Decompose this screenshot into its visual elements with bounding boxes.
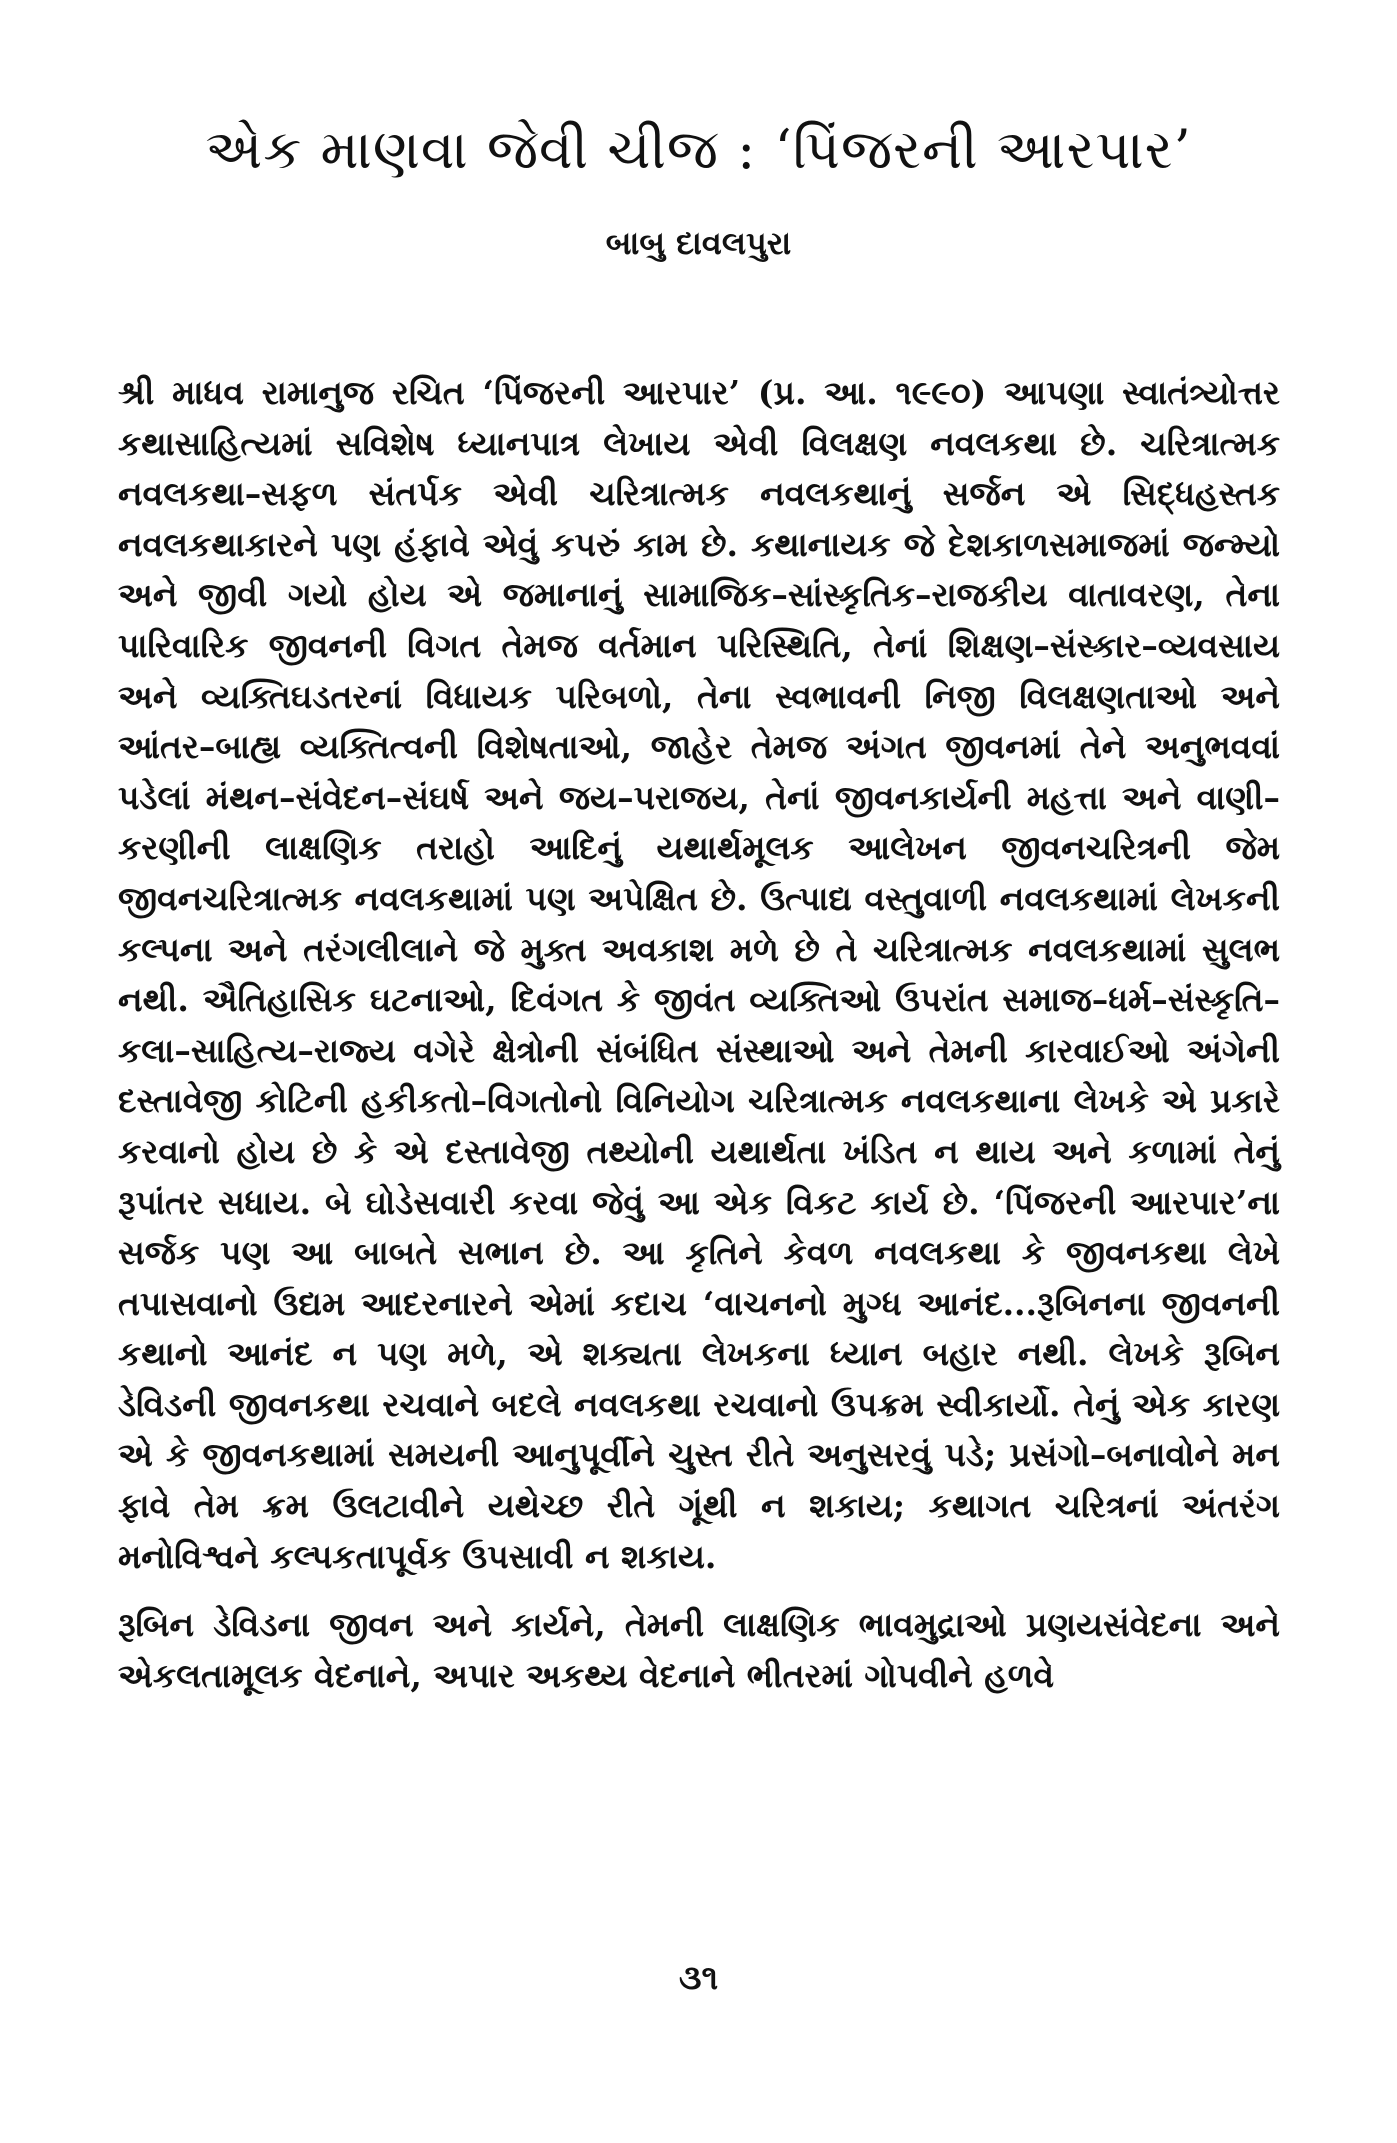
body-paragraph: રૂબિન ડેવિડના જીવન અને કાર્યને, તેમની લાક્ષણિક ભાવમુદ્રાઓ પ્રણયસંવેદના અને એકલતામૂલક વેદનાને, અપાર અકથ્ય વેદનાને ભીતરમાં ગોપવીને હળવે bbox=[118, 1605, 1280, 1695]
article-title: એક માણવા જેવી ચીજ : ‘પિંજરની આરપાર’ bbox=[205, 118, 1192, 181]
article-body bbox=[118, 368, 1280, 1701]
page-number: ૩૧ bbox=[678, 1958, 719, 1998]
body-paragraph: શ્રી માધવ રામાનુજ રચિત ‘પિંજરની આરપાર’ (પ્ર. આ. ૧૯૯૦) આપણા સ્વાતંત્ર્યોત્તર કથાસાહિત્યમાં સવિશેષ ધ્યાનપાત્ર લેખાય એવી વિલક્ષણ નવલકથા છે. ચરિત્રાત્મક નવલકથા–સફળ સંતર્પક એવી ચરિત્રાત્મક નવલકથાનું સર્જન એ સિદ્ધહસ્તક નવલકથાકારને પણ હંફાવે એવું કપરું કામ છે. કથાનાયક જે દેશકાળસમાજમાં જન્મ્યો અને જીવી ગયો હોય એ જમાનાનું સામાજિક–સાંસ્કૃતિક–રાજકીય વાતાવરણ, તેના પારિવારિક જીવનની વિગત તેમજ વર્તમાન પરિસ્થિતિ, તેનાં શિક્ષણ–સંસ્કાર–વ્યવસાય અને વ્યક્તિઘડતરનાં વિધાયક પરિબળો, તેના સ્વભાવની નિજી વિલક્ષણતાઓ અને આંતર–બાહ્ય વ્યક્તિત્વની વિશેષતાઓ, જાહેર તેમજ અંગત જીવનમાં તેને અનુભવવાં પડેલાં મંથન–સંવેદન–સંઘર્ષ અને જય–પરાજય, તેનાં જીવનકાર્યની મહત્તા અને વાણી–કરણીની લાક્ષણિક તરાહો આદિનું યથાર્થમૂલક આલેખન જીવનચરિત્રની જેમ જીવનચરિત્રાત્મક નવલકથામાં પણ અપેક્ષિત છે. ઉત્પાદ્ય વસ્તુવાળી નવલકથામાં લેખકની કલ્પના અને તરંગલીલાને જે મુક્ત અવકાશ મળે છે તે ચરિત્રાત્મક નવલકથામાં સુલભ નથી. ઐતિહાસિક ઘટનાઓ, દિવંગત કે જીવંત વ્યક્તિઓ ઉપરાંત સમાજ–ધર્મ–સંસ્કૃતિ–કલા–સાહિત્ય–રાજ્ય વગેરે ક્ષેત્રોની સંબંધિત સંસ્થાઓ અને તેમની કારવાઈઓ અંગેની દસ્તાવેજી કોટિની હકીકતો–વિગતોનો વિનિયોગ ચરિત્રાત્મક નવલકથાના લેખકે એ પ્રકારે કરવાનો હોય છે કે એ દસ્તાવેજી તથ્યોની યથાર્થતા ખંડિત ન થાય અને કળામાં તેનું રૂપાંતર સધાય. બે ઘોડેસવારી કરવા જેવું આ એક વિકટ કાર્ય છે. ‘પિંજરની આરપાર’ના સર્જક પણ આ બાબતે સભાન છે. આ કૃતિને કેવળ નવલકથા કે જીવનકથા લેખે તપાસવાનો ઉદ્યમ આદરનારને એમાં કદાચ ‘વાચનનો મુગ્ધ આનંદ...રૂબિનના જીવનની કથાનો આનંદ ન પણ મળે, એ શક્યતા લેખકના ધ્યાન બહાર નથી. લેખકે રૂબિન ડેવિડની જીવનકથા રચવાને બદલે નવલકથા રચવાનો ઉપક્રમ સ્વીકાર્યો. તેનું એક કારણ એ કે જીવનકથામાં સમયની આનુપૂર્વીને ચુસ્ત રીતે અનુસરવું પડે; પ્રસંગો–બનાવોને મન ફાવે તેમ ક્રમ ઉલટાવીને યથેચ્છ રીતે ગૂંથી ન શકાય; કથાગત ચરિત્રનાં અંતરંગ મનોવિશ્વને કલ્પકતાપૂર્વક ઉપસાવી ન શકાય. bbox=[118, 373, 1280, 1576]
article-author: બાબુ દાવલપુરા bbox=[605, 224, 792, 262]
